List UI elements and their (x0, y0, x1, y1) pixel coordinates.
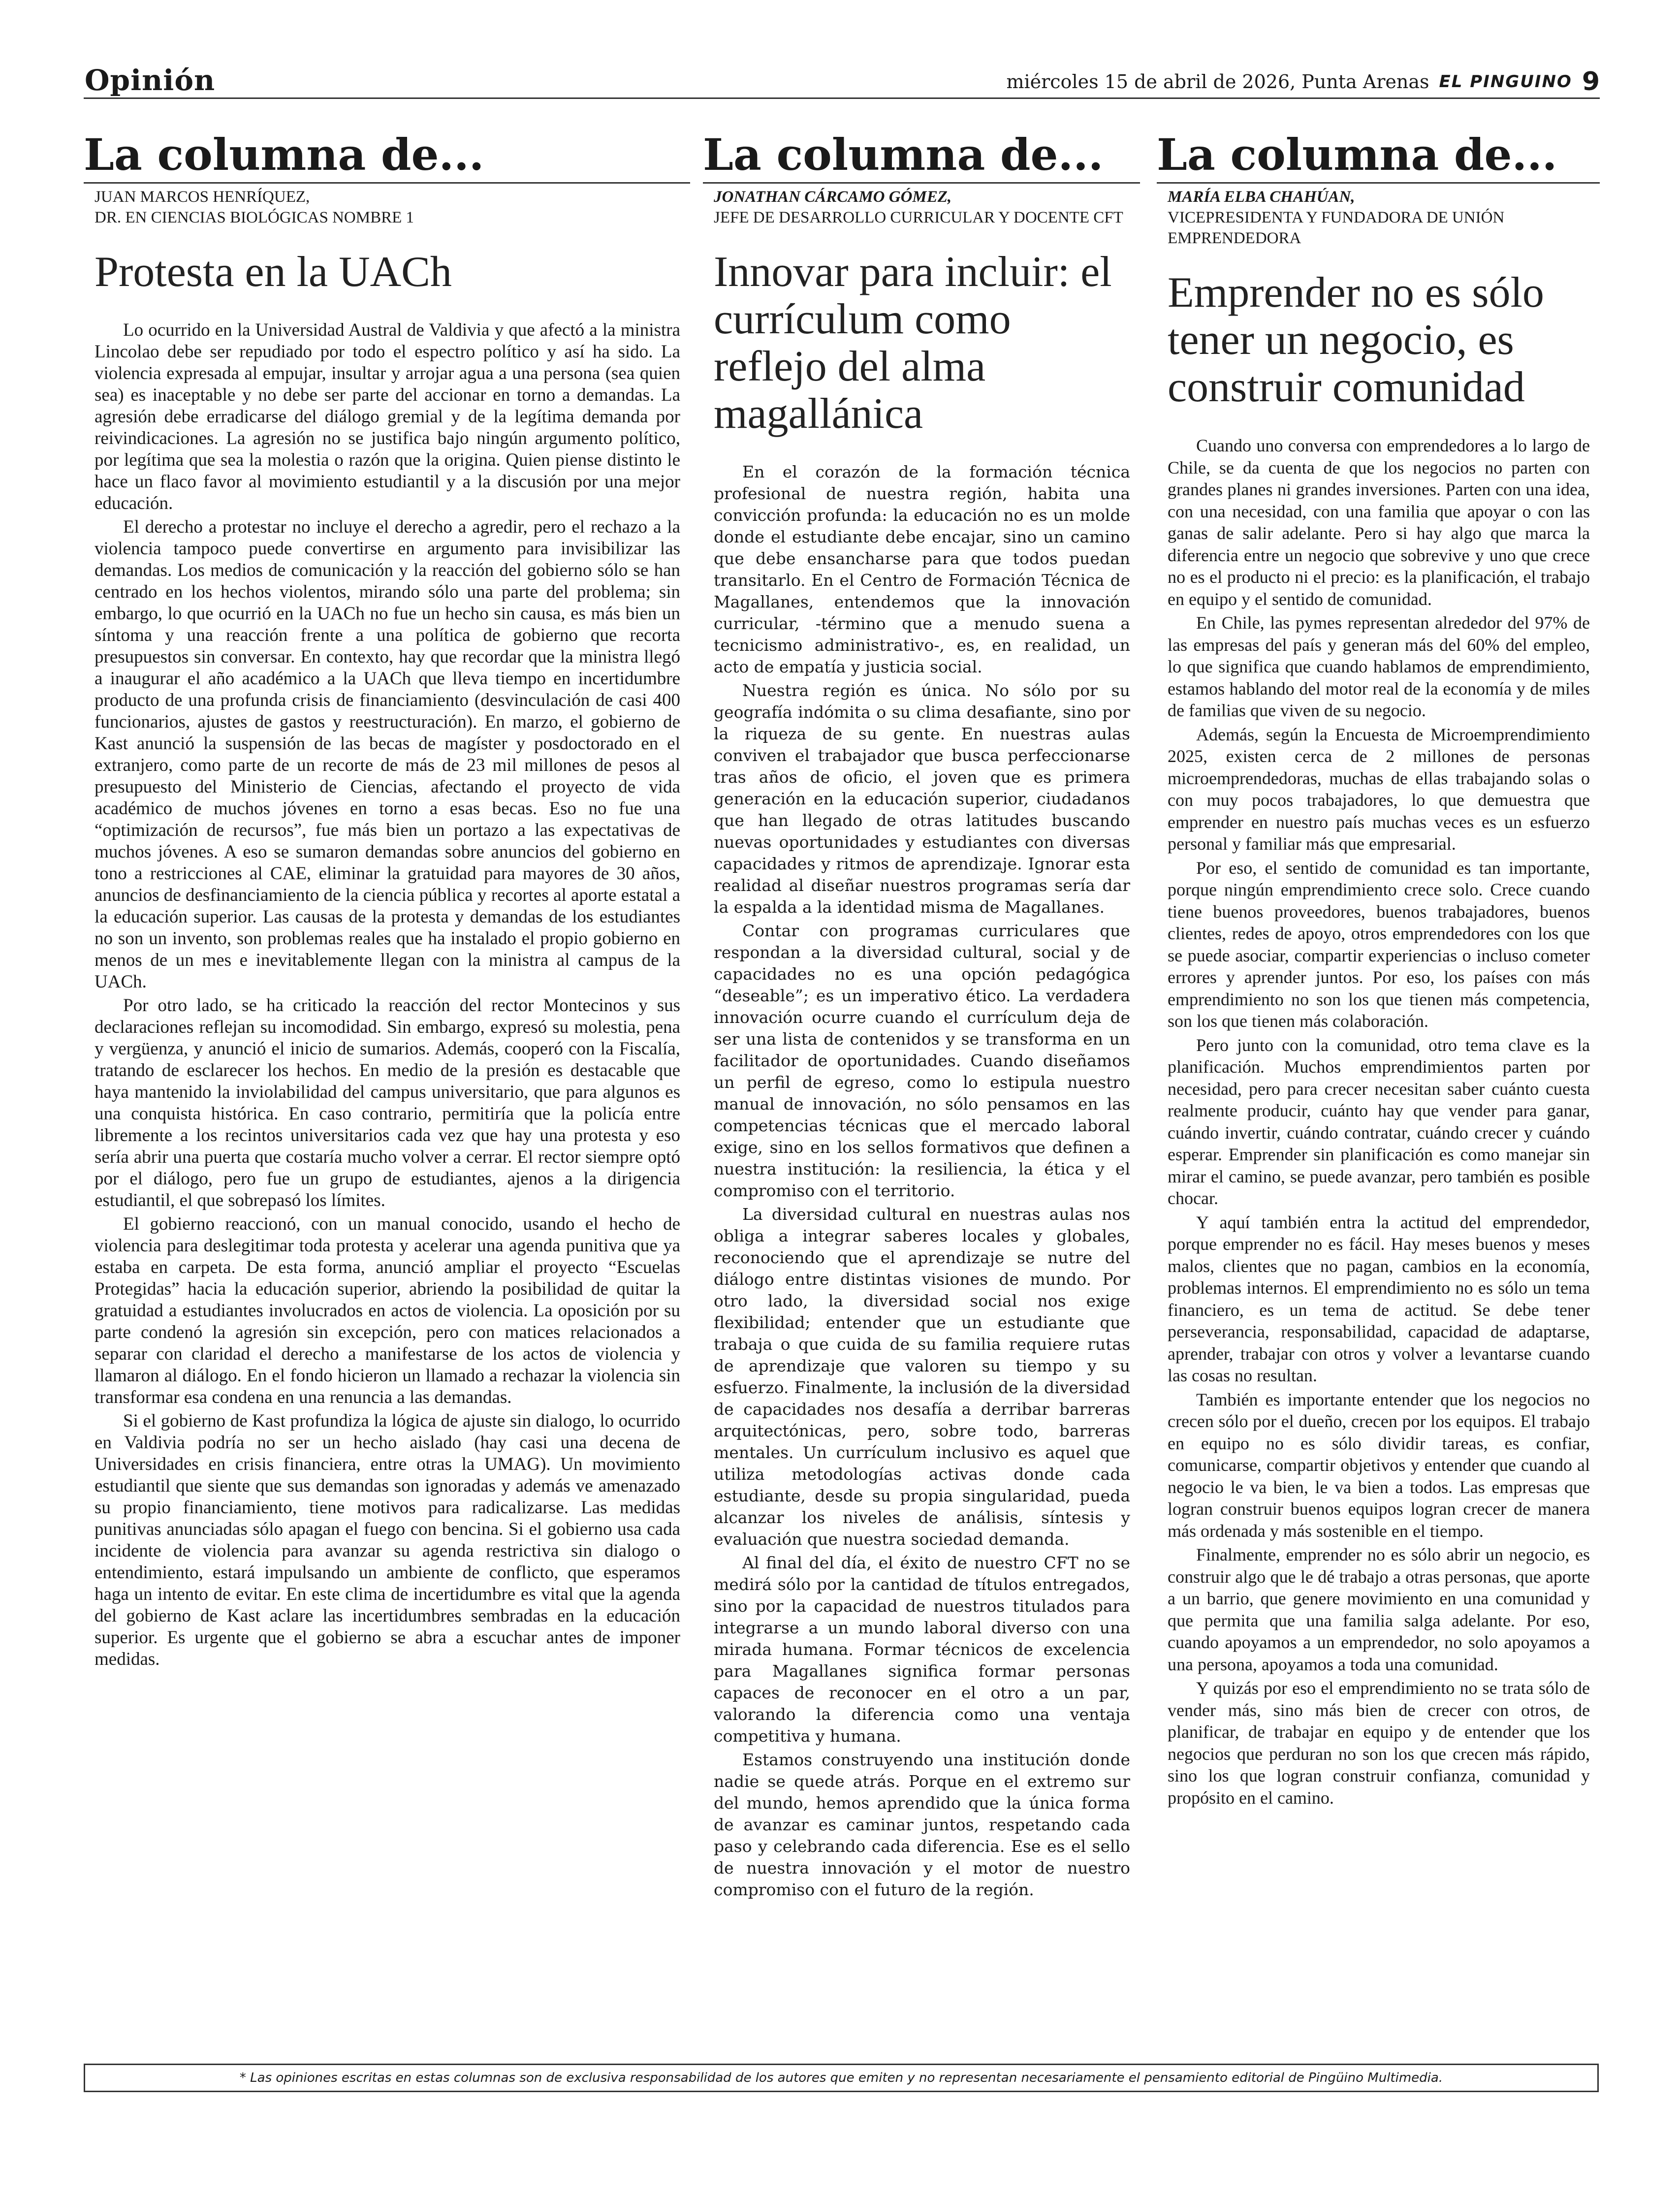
paragraph: Al final del día, el éxito de nuestro CFT no se medirá sólo por la cantidad de títulos entregados, sino por la capacidad de nuestros titulados para integrarse a un mundo laboral diverso con una mirada humana. Formar técnicos de excelencia para Magallanes significa formar personas capaces de reconocer en el otro a un par, valorando la diferencia como una ventaja competitiva y humana. (714, 1553, 1130, 1746)
column-2 (703, 129, 1140, 1903)
paragraph: Cuando uno conversa con emprendedores a lo largo de Chile, se da cuenta de que los negocios no parten con grandes planes ni grandes inversiones. Parten con una idea, con una necesidad, con una familia que apoyar o con las ganas de salir adelante. Pero si hay algo que marca la diferencia entre un negocio que sobrevive y uno que crece no es el producto ni el precio: es la planificación, el trabajo en equipo y el sentido de comunidad. (1168, 436, 1590, 609)
author-byline (714, 187, 1140, 228)
paragraph: La diversidad cultural en nuestras aulas nos obliga a integrar saberes locales y globales, reconociendo que el aprendizaje se nutre del diálogo entre distintas visiones de mundo. Por otro lado, la diversidad social nos exige flexibilidad; entender que un estudiante que trabaja o que cuida de su familia requiere rutas de aprendizaje que valoren su tiempo y su esfuerzo. Finalmente, la inclusión de la diversidad de capacidades nos desafía a derribar barreras arquitectónicas, pero, sobre todo, barreras mentales. Un currículum inclusivo es aquel que utiliza metodologías activas donde cada estudiante, desde su propia singularidad, pueda alcanzar los niveles de análisis, síntesis y evaluación que nuestra sociedad demanda. (714, 1205, 1130, 1549)
author-role: DR. EN CIENCIAS BIOLÓGICAS NOMBRE 1 (95, 209, 414, 226)
paragraph: Pero junto con la comunidad, otro tema clave es la planificación. Muchos emprendimientos parten por necesidad, pero para crecer necesitan saber cuánto cuesta realmente producir, cuánto hay que vender para ganar, cuándo invertir, cuándo contratar, cuándo crecer y cuándo esperar. Emprender sin planificación es como manejar sin mirar el camino, se puede avanzar, pero también es posible chocar. (1168, 1035, 1590, 1208)
paragraph: En el corazón de la formación técnica profesional de nuestra región, habita una convicción profunda: la educación no es un molde donde el estudiante debe encajar, sino un camino que debe ensancharse para que todos puedan transitarlo. En el Centro de Formación Técnica de Magallanes, entendemos que la innovación curricular, -término que a menudo suena a tecnicismo administrativo-, es, en realidad, un acto de empatía y justicia social. (714, 462, 1130, 676)
article-headline: Emprender no es sólo tener un negocio, es construir comunidad (1168, 269, 1544, 411)
paragraph: Contar con programas curriculares que respondan a la diversidad cultural, social y de capacidades no es una opción pedagógica “deseable”; es un imperativo ético. La verdadera innovación ocurre cuando el currículum deja de ser una lista de contenidos y se transforma en un facilitador de oportunidades. Cuando diseñamos un perfil de egreso, como lo estipula nuestro manual de innovación, no sólo pensamos en las competencias técnicas que el mercado laboral exige, sino en los sellos formativos que definen a nuestra institución: la resiliencia, la ética y el compromiso con el territorio. (714, 921, 1130, 1200)
column-kicker: La columna de... (1157, 129, 1600, 184)
paragraph: Estamos construyendo una institución donde nadie se quede atrás. Porque en el extremo sur del mundo, hemos aprendido que la única forma de avanzar es caminar juntos, respetando cada paso y celebrando cada diferencia. Ese es el sello de nuestra innovación y el motor de nuestro compromiso con el futuro de la región. (714, 1750, 1130, 1899)
column-1 (84, 129, 690, 1672)
author-byline (1168, 187, 1600, 249)
paragraph: Y aquí también entra la actitud del emprendedor, porque emprender no es fácil. Hay meses buenos y meses malos, clientes que no pagan, cambios en la economía, problemas internos. El emprendimiento no es sólo un tema financiero, es un tema de actitud. Se debe tener perseverancia, responsabilidad, capacidad de adaptarse, aprender, trabajar con otros y volver a levantarse cuando las cosas no resultan. (1168, 1212, 1590, 1385)
paragraph: Por otro lado, se ha criticado la reacción del rector Montecinos y sus declaraciones reflejan su incomodidad. Sin embargo, expresó su molestia, pena y vergüenza, y anunció el inicio de sumarios. Además, cooperó con la Fiscalía, tratando de esclarecer los hechos. En medio de la presión es destacable que haya mantenido la inviolabilidad del campus universitario, que para algunos es una conquista histórica. En caso contrario, permitiría que la policía entre libremente a los recintos universitarios cada vez que hay una protesta y eso sería abrir una puerta que costaría mucho volver a cerrar. El rector siempre optó por el diálogo, pero fue un grupo de estudiantes, ajenos a la dirigencia estudiantil, el que sobrepasó los límites. (95, 995, 680, 1210)
paragraph: Si el gobierno de Kast profundiza la lógica de ajuste sin dialogo, lo ocurrido en Valdivia podría no ser un hecho aislado (hay casi una decena de Universidades en crisis financiera, entre otras la UMAG). Un movimiento estudiantil que siente que sus demandas son ignoradas y además ve amenazado su propio financiamiento, tiene motivos para radicalizarse. Las medidas punitivas anunciadas sólo apagan el fuego con bencina. Si el gobierno usa cada incidente de violencia para avanzar su agenda restrictiva sin dialogo o entendimiento, estará impulsando un ambiente de conflicto, que esperamos haga un intento de evitar. En este clima de incertidumbre es vital que la agenda del gobierno de Kast aclare las incertidumbres sembradas en la educación superior. Es urgente que el gobierno se abra a escuchar antes de imponer medidas. (95, 1411, 680, 1669)
paragraph: Lo ocurrido en la Universidad Austral de Valdivia y que afectó a la ministra Lincolao debe ser repudiado por todo el espectro político y así ha sido. La violencia expresada al empujar, insultar y arrojar agua a una persona (sea quien sea) es inaceptable y no debe ser parte del accionar en torno a demandas. La agresión debe erradicarse del diálogo gremial y de la legítima demanda por reivindicaciones. La agresión no se justifica bajo ningún argumento político, por legítima que sea la molestia o razón que la origina. Quien piense distinto le hace un flaco favor al movimiento estudiantil y a la discusión por una mejor educación. (95, 320, 680, 513)
article-body (1168, 435, 1590, 1809)
article-headline: Protesta en la UACh (95, 248, 452, 296)
paragraph: El derecho a protestar no incluye el derecho a agredir, pero el rechazo a la violencia tampoco puede convertirse en argumento para invisibilizar las demandas. Los medios de comunicación y la reacción del gobierno sólo se han centrado en los hechos violentos, mirando sólo una parte del problema; sin embargo, lo que ocurrió en la UACh no fue un hecho sin causa, es más bien un síntoma y una reacción frente a una política de gobierno que recorta presupuestos sin conversar. En contexto, hay que recordar que la ministra llegó a inaugurar el año académico a la UACh que lleva tiempo en incertidumbre producto de una profunda crisis de financiamiento (desvinculación de casi 400 funcionarios, ajustes de gastos y reestructuración). En marzo, el gobierno de Kast anunció la suspensión de las becas de magíster y posdoctorado en el extranjero, como parte de un recorte de más de 23 mil millones de pesos al presupuesto del Ministerio de Ciencias, afectando el proyecto de vida académico de muchos jóvenes en torno a esas becas. Eso no fue una “optimización de recursos”, fue más bien un portazo a las expectativas de muchos jóvenes. A eso se sumaron demandas sobre anuncios del gobierno en tono a restricciones al CAE, eliminar la gratuidad para mayores de 30 años, anuncios de desfinanciamiento de la ciencia pública y recortes al aporte estatal a la educación superior. Las causas de la protesta y demandas de los estudiantes no son un invento, son problemas reales que ha instalado el propio gobierno en menos de un mes e inevitablemente llegan con la ministra al campus de la UACh. (95, 517, 680, 992)
article-body (714, 461, 1130, 1901)
paragraph: Y quizás por eso el emprendimiento no se trata sólo de vender más, sino más bien de crecer con otros, de planificar, de trabajar en equipo y de entender que los negocios que perduran no son los que crecen más rápido, sino los que logran construir confianza, comunidad y propósito en el camino. (1168, 1678, 1590, 1808)
disclaimer: * Las opiniones escritas en estas columnas son de exclusiva responsabilidad de los autores que emiten y no representan necesariamente el pensamiento editorial de Pingüino Multimedia. (84, 2064, 1599, 2092)
paragraph: El gobierno reaccionó, con un manual conocido, usando el hecho de violencia para deslegitimar toda protesta y acelerar una agenda punitiva que ya estaba en carpeta. De esta forma, anunció ampliar el proyecto “Escuelas Protegidas” hacia la educación superior, abriendo la posibilidad de quitar la gratuidad a estudiantes involucrados en actos de violencia. La oposición por su parte condenó la agresión sin excepción, pero con matices relacionados a separar con claridad el derecho a manifestarse de los actos de violencia y llamaron al diálogo. En el fondo hicieron un llamado a rechazar la violencia sin transformar esa condena en una renuncia a las demandas. (95, 1214, 680, 1407)
header-meta (1006, 67, 1600, 96)
column-kicker: La columna de... (703, 129, 1140, 184)
paragraph: Por eso, el sentido de comunidad es tan importante, porque ningún emprendimiento crece solo. Crece cuando tiene buenos proveedores, buenos trabajadores, buenos clientes, redes de apoyo, otros emprendedores con los que se puede asociar, compartir experiencias o incluso cometer errores y aprender juntos. Por eso, los países con más emprendimiento no son los que tienen más competencia, son los que tienen más colaboración. (1168, 858, 1590, 1031)
paragraph: Finalmente, emprender no es sólo abrir un negocio, es construir algo que le dé trabajo a otras personas, que aporte a un barrio, que genere movimiento en una comunidad y que permita que una familia salga adelante. Por eso, cuando apoyamos a un emprendedor, no solo apoyamos a una persona, apoyamos a toda una comunidad. (1168, 1545, 1590, 1674)
section-title: Opinión (85, 64, 216, 97)
paragraph: Nuestra región es única. No sólo por su geografía indómita o su clima desafiante, sino por la riqueza de su gente. En nuestras aulas conviven el trabajador que busca perfeccionarse tras años de oficio, el joven que es primera generación en la educación superior, ciudadanos que han llegado de otras latitudes buscando nuevas oportunidades y estudiantes con diversas capacidades y ritmos de aprendizaje. Ignorar esta realidad al diseñar nuestros programas sería dar la espalda a la identidad misma de Magallanes. (714, 681, 1130, 917)
author-name: JONATHAN CÁRCAMO GÓMEZ, (714, 188, 952, 206)
column-3 (1157, 129, 1600, 1811)
page-number: 9 (1582, 67, 1600, 96)
author-byline (95, 187, 690, 228)
page-header (84, 63, 1600, 99)
paragraph: También es importante entender que los negocios no crecen sólo por el dueño, crecen por los equipos. El trabajo en equipo no es sólo dividir tareas, es confiar, comunicarse, compartir objetivos y entender que cuando al negocio le va bien, le va bien a todos. Las empresas que logran construir buenos equipos logran crecer de manera más ordenada y más sostenible en el tiempo. (1168, 1389, 1590, 1541)
paragraph: Además, según la Encuesta de Microemprendimiento 2025, existen cerca de 2 millones de personas microemprendedoras, muchas de ellas trabajando solas o con muy pocos trabajadores, lo que demuestra que emprender en nuestro país muchas veces es un esfuerzo personal y familiar más que empresarial. (1168, 724, 1590, 854)
author-role: VICEPRESIDENTA Y FUNDADORA DE UNIÓN EMPRENDEDORA (1168, 209, 1505, 247)
author-name: JUAN MARCOS HENRÍQUEZ, (95, 188, 310, 206)
date-place: miércoles 15 de abril de 2026, Punta Arenas (1006, 71, 1429, 93)
brand-logo: EL PINGUINO (1439, 72, 1572, 92)
author-role: JEFE DE DESARROLLO CURRICULAR Y DOCENTE CFT (714, 209, 1123, 226)
paragraph: En Chile, las pymes representan alrededor del 97% de las empresas del país y generan más del 60% del empleo, lo que significa que cuando hablamos de emprendimiento, estamos hablando del motor real de la economía y de miles de familias que viven de su negocio. (1168, 613, 1590, 720)
article-headline: Innovar para incluir: el currículum como reflejo del alma magallánica (714, 248, 1112, 438)
article-body (95, 319, 680, 1670)
author-name: MARÍA ELBA CHAHÚAN, (1168, 188, 1355, 206)
column-kicker: La columna de... (84, 129, 690, 184)
